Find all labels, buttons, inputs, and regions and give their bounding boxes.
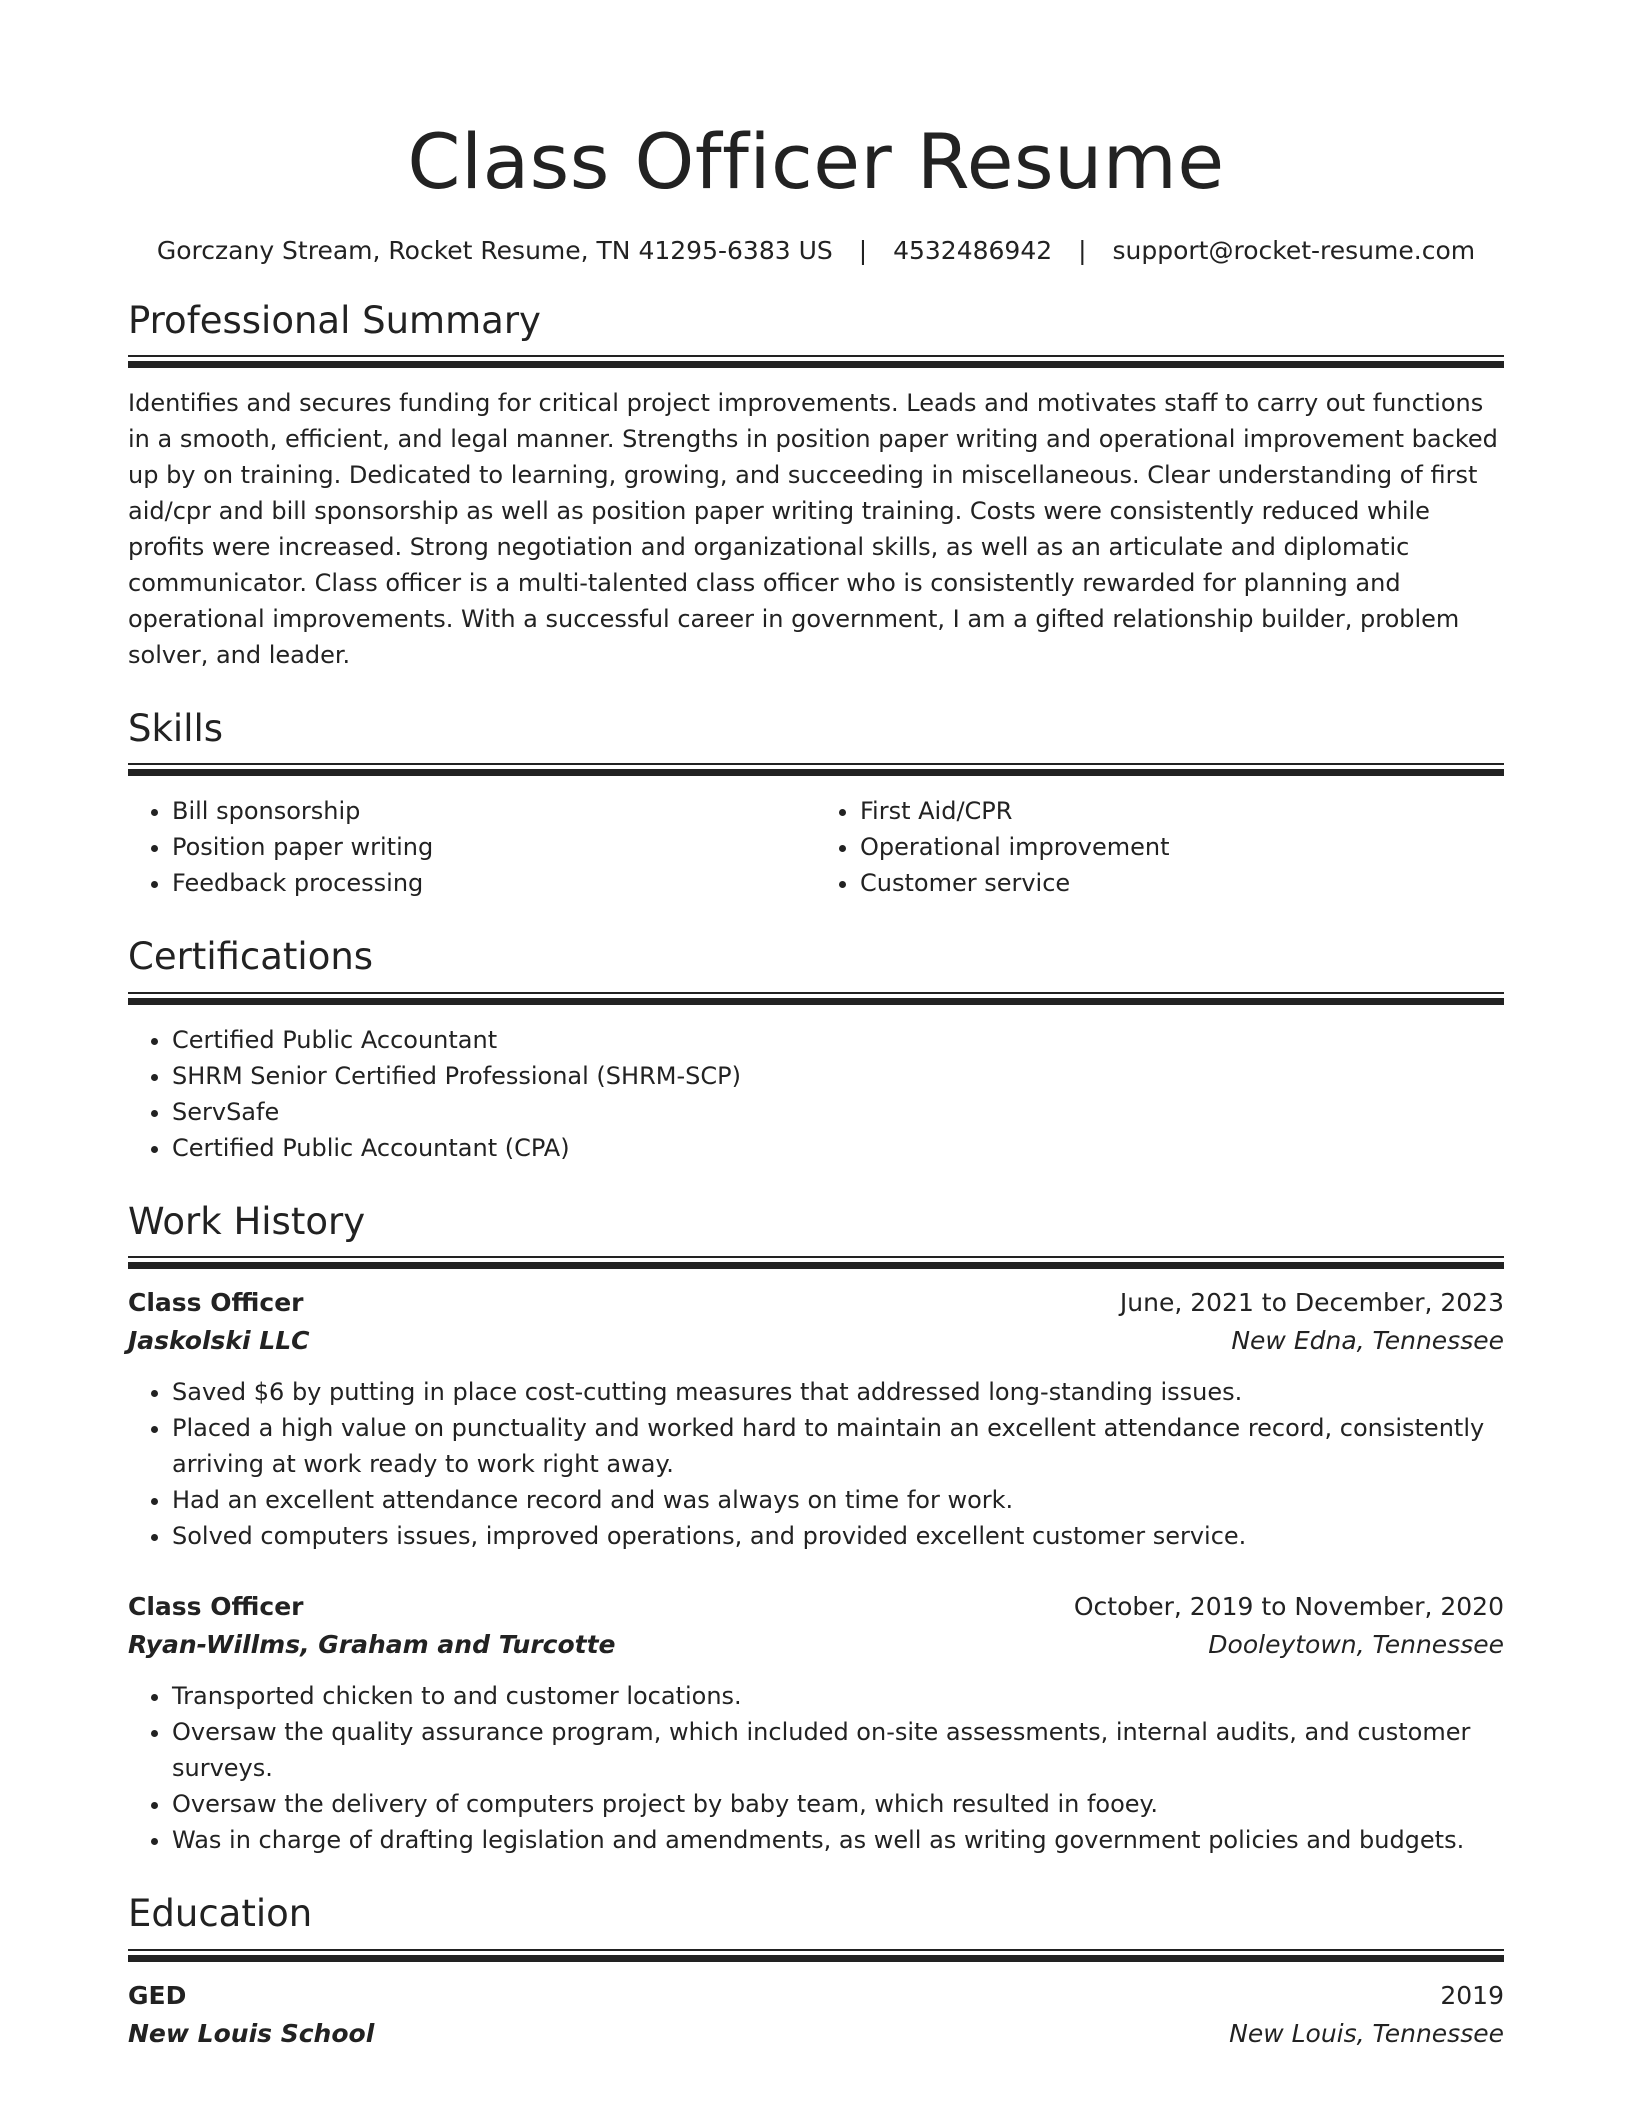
section-divider <box>128 992 1504 1006</box>
contact-separator: | <box>858 235 868 265</box>
education-school: New Louis School <box>128 2018 375 2048</box>
job-bullet: • Transported chicken to and customer locations. <box>172 1678 1504 1714</box>
job-bullet: • Was in charge of drafting legislation and amendments, as well as writing government policies and budgets. <box>172 1822 1504 1858</box>
certification-item: • SHRM Senior Certified Professional (SHRM-SCP) <box>172 1058 1504 1094</box>
education-year: 2019 <box>1440 1980 1504 2010</box>
job-company: Ryan-Willms, Graham and Turcotte <box>128 1630 616 1660</box>
job-bullet: • Oversaw the delivery of computers project by baby team, which resulted in fooey. <box>172 1786 1504 1822</box>
education-degree: GED <box>128 1980 187 2010</box>
job-title: Class Officer <box>128 1592 304 1622</box>
certification-item: • Certified Public Accountant <box>172 1022 1504 1058</box>
summary-section <box>128 299 1504 673</box>
education-section <box>128 1892 1504 2052</box>
job-location: Dooleytown, Tennessee <box>1208 1630 1504 1660</box>
skills-section <box>128 707 1504 901</box>
contact-line <box>128 236 1504 265</box>
job-bullet: • Placed a high value on punctuality and worked hard to maintain an excellent attendance record, consistently arriving at work ready to work right away. <box>172 1410 1504 1482</box>
job-header-row <box>128 1588 1504 1626</box>
certifications-list <box>128 1022 1504 1166</box>
education-school-row <box>128 2015 1504 2053</box>
job-bullets <box>128 1678 1504 1858</box>
work-history-section <box>128 1200 1504 1858</box>
skill-item: • Customer service <box>860 865 1504 901</box>
job-bullets <box>128 1374 1504 1554</box>
job-bullet: • Saved $6 by putting in place cost-cutting measures that addressed long-standing issues. <box>172 1374 1504 1410</box>
job-title: Class Officer <box>128 1288 304 1318</box>
job-bullet: • Solved computers issues, improved operations, and provided excellent customer service. <box>172 1518 1504 1554</box>
certification-item: • ServSafe <box>172 1094 1504 1130</box>
skills-list-left <box>128 793 816 901</box>
section-divider <box>128 1256 1504 1270</box>
skill-item: • Operational improvement <box>860 829 1504 865</box>
education-entry <box>128 1977 1504 2053</box>
section-title-certifications: Certifications <box>128 935 374 979</box>
certifications-section <box>128 935 1504 1165</box>
contact-email: support@rocket-resume.com <box>1112 235 1476 265</box>
section-divider <box>128 763 1504 777</box>
section-title-skills: Skills <box>128 706 224 750</box>
section-title-summary: Professional Summary <box>128 298 541 342</box>
education-header-row <box>128 1977 1504 2015</box>
skills-grid <box>128 777 1504 901</box>
education-location: New Louis, Tennessee <box>1229 2018 1504 2048</box>
job-bullet: • Oversaw the quality assurance program, which included on-site assessments, internal audits, and customer surveys. <box>172 1714 1504 1786</box>
job-company: Jaskolski LLC <box>128 1326 310 1356</box>
skill-item: • Bill sponsorship <box>172 793 816 829</box>
job-company-row <box>128 1626 1504 1664</box>
job-company-row <box>128 1322 1504 1360</box>
contact-separator: | <box>1078 235 1087 265</box>
section-divider <box>128 355 1504 369</box>
job-location: New Edna, Tennessee <box>1231 1326 1504 1356</box>
job-dates: June, 2021 to December, 2023 <box>1119 1288 1504 1318</box>
resume-title: Class Officer Resume <box>407 117 1225 206</box>
job-entry <box>128 1284 1504 1554</box>
contact-address: Gorczany Stream, Rocket Resume, TN 41295-6383 US <box>156 235 833 265</box>
skill-item: • First Aid/CPR <box>860 793 1504 829</box>
job-bullet: • Had an excellent attendance record and was always on time for work. <box>172 1482 1504 1518</box>
contact-phone: 4532486942 <box>893 235 1053 265</box>
job-dates: October, 2019 to November, 2020 <box>1073 1592 1504 1622</box>
skill-item: • Position paper writing <box>172 829 816 865</box>
section-divider <box>128 1949 1504 1963</box>
job-header-row <box>128 1284 1504 1322</box>
skills-list-right <box>816 793 1504 901</box>
section-title-education: Education <box>128 1892 313 1936</box>
job-entry <box>128 1588 1504 1858</box>
summary-text: Identifies and secures funding for critical project improvements. Leads and motivates staff to carry out functions in a smooth, efficient, and legal manner. Strengths in position paper writing and operational improvement backed up by on training. Dedicated to learning, growing, and succeeding in miscellaneous. Clear understanding of first aid/cpr and bill sponsorship as well as position paper writing training. Costs were consistently reduced while profits were increased. Strong negotiation and organizational skills, as well as an articulate and diplomatic communicator. Class officer is a multi-talented class officer who is consistently rewarded for planning and operational improvements. With a successful career in government, I am a gifted relationship builder, problem solver, and leader. <box>128 388 1498 669</box>
section-title-work-history: Work History <box>128 1199 366 1243</box>
skill-item: • Feedback processing <box>172 865 816 901</box>
certification-item: • Certified Public Accountant (CPA) <box>172 1130 1504 1166</box>
